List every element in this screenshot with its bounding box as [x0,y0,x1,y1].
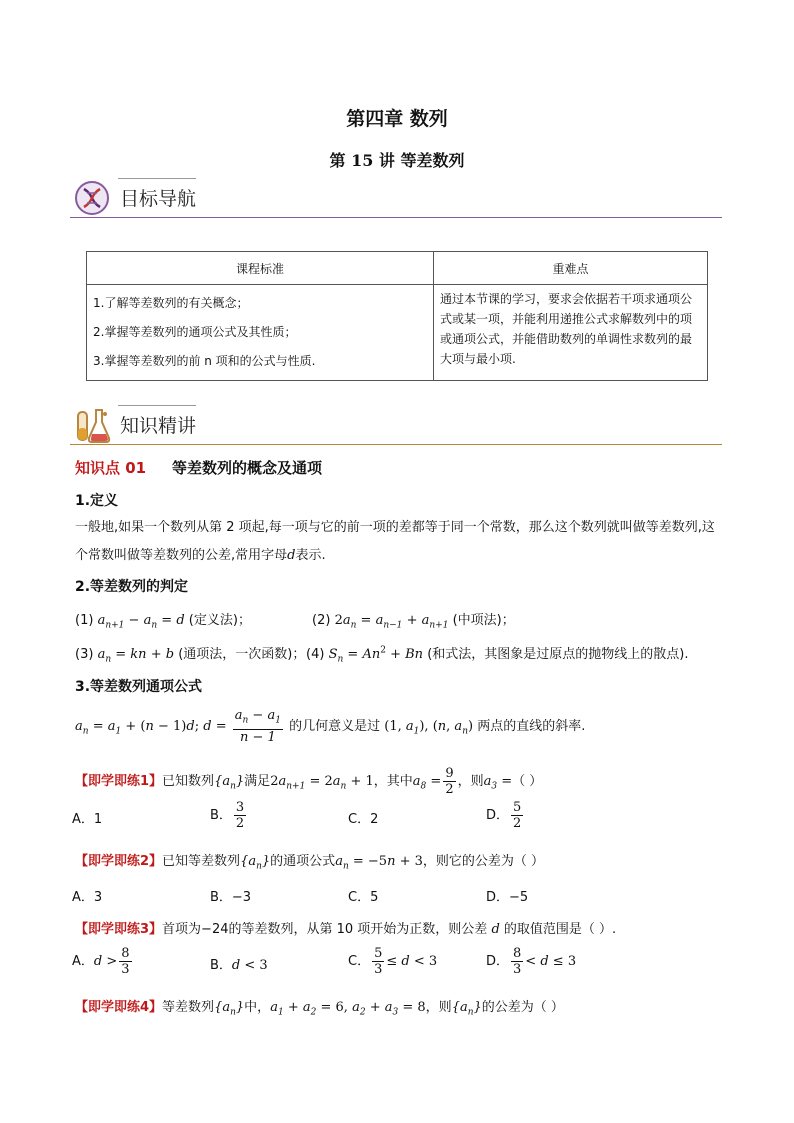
general-term-heading: 3.等差数列通项公式 [75,679,203,695]
ex2-option-a[interactable]: A．3 [72,890,103,905]
table-header-standard: 课程标准 [87,252,434,285]
ex3-option-b[interactable]: B．d < 3 [210,958,268,973]
judge-method-1: (1) $a_{n+1} - a_n = d$ (定义法)； [75,613,251,631]
ex2-option-b[interactable]: B．−3 [210,890,252,905]
standard-item: 1.了解等差数列的有关概念； [93,296,249,310]
exercise-2: 【即学即练2】已知等差数列$\{a_n\}$的通项公式$a_n = -5n + 3$，则它的公差为（ ） [75,854,545,872]
ex3-option-c[interactable]: C． $\frac{5}{3}$ ≤ d < 3 [348,946,438,977]
standard-item: 2.掌握等差数列的通项公式及其性质； [93,325,297,339]
judgement-heading: 2.等差数列的判定 [75,579,189,595]
general-term-formula: $a_n = a_1 + (n - 1)d$; d = $\frac{a_n - a_1}{n - 1}$ 的几何意义是过 (1, $a_1$), (n, $a_n$) 两点的直线的斜率. [75,708,586,745]
judge-method-3: (3) $a_n$ = kn + b (通项法，一次函数)； [75,647,306,665]
ex1-option-a[interactable]: A．1 [72,812,103,827]
dna-brain-icon [72,179,112,217]
ex3-option-a[interactable]: A．d > $\frac{8}{3}$ [72,946,130,977]
table-cell-difficulty: 通过本节课的学习，要求会依据若干项求通项公式或某一项，并能利用递推公式求解数列中的项或通项公式，并能借助数列的单调性求数列的最大项与最小项. [434,285,708,381]
section-header-goals [70,177,722,218]
lecture-title: 第 15 讲 等差数列 [329,151,465,170]
section-header-knowledge [70,404,722,445]
chapter-title: 第四章 数列 [346,108,448,130]
table-header-difficulty: 重难点 [434,252,708,285]
ex2-option-d[interactable]: D．−5 [486,890,529,905]
knowledge-point-label: 知识点 01 [75,459,147,477]
exercise-3: 【即学即练3】首项为−24的等差数列，从第 10 项开始为正数，则公差 d 的取值范围是（ ）. [75,922,617,937]
lab-flask-icon [72,406,112,444]
exercise-4: 【即学即练4】等差数列$\{a_n\}$中，$a_1 + a_2 = 6$, $a_2 + a_3 = 8$，则$\{a_n\}$的公差为（ ） [75,1000,564,1018]
judge-method-2: (2) $2a_n = a_{n-1} + a_{n+1}$ (中项法)； [312,613,515,631]
section-title-knowledge: 知识精讲 [120,411,196,438]
definition-text: 一般地,如果一个数列从第 2 项起,每一项与它的前一项的差都等于同一个常数，那么这个数列就叫做等差数列,这个常数叫做等差数列的公差,常用字母d表示. [75,520,715,563]
ex1-option-b[interactable]: B． $\frac{3}{2}$ [210,800,245,831]
ex1-option-c[interactable]: C．2 [348,812,379,827]
standard-item: 3.掌握等差数列的前 n 项和的公式与性质. [93,354,316,368]
course-standard-table [86,251,708,381]
ex2-option-c[interactable]: C．5 [348,890,379,905]
definition-heading: 1.定义 [75,493,119,509]
exercise-1: 【即学即练1】已知数列$\{a_n\}$满足$2a_{n+1} = 2a_n + 1$，其中$a_8$ = $\frac{9}{2}$ ，则$a_3$ =（ ） [75,766,543,797]
ex1-option-d[interactable]: D． $\frac{5}{2}$ [486,800,522,831]
table-cell-standards [87,285,434,381]
section-title-goals: 目标导航 [120,184,196,211]
knowledge-point-title: 等差数列的概念及通项 [172,459,323,477]
judge-method-4: (4) $S_n = An^2 + Bn$ (和式法，其图象是过原点的抛物线上的散点). [306,645,689,665]
ex3-option-d[interactable]: D． $\frac{8}{3}$ < d ≤ 3 [486,946,577,977]
